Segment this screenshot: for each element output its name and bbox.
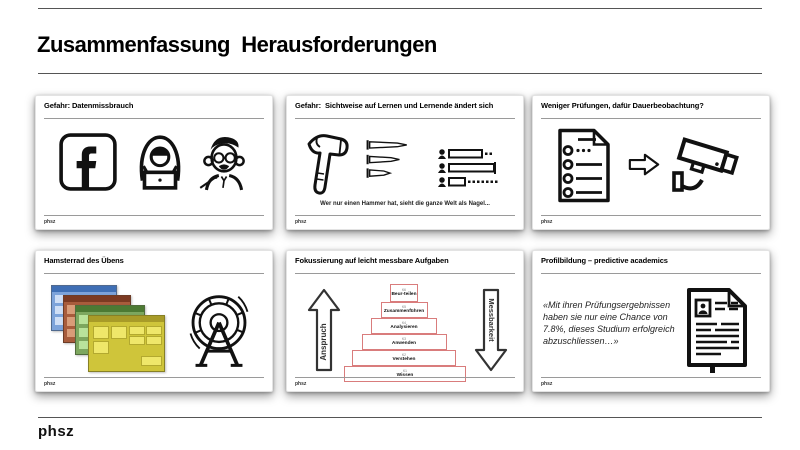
anspruch-label: Anspruch (319, 323, 329, 361)
phsz-logo: phsz (295, 219, 307, 225)
divider (541, 377, 761, 378)
hamster-wheel-icon (188, 291, 250, 371)
divider (541, 215, 761, 216)
level-code: K5 (402, 304, 406, 309)
footer-rule (38, 417, 762, 418)
level-label: Beur-teilen (391, 292, 417, 298)
thumbnail-hamsterrad (35, 250, 273, 392)
hacker-icon (130, 132, 190, 192)
level-label: Wissen (396, 373, 414, 379)
level-label: Analysieren (390, 325, 418, 331)
level-code: K3 (402, 336, 406, 341)
pyramid-level (371, 318, 437, 334)
level-label: Anwenden (391, 341, 417, 347)
prediction-quote: «Mit ihren Prüfungsergebnissen haben sie nur eine Chance von 7.8%, dieses Studium erfolgreich abzuschliessen…» (543, 300, 675, 347)
thumbnail-dauerbeobachtung (532, 95, 770, 230)
arrow-right-icon (628, 153, 660, 176)
profile-document-icon (683, 287, 749, 373)
level-label: Zusammenführen (383, 309, 425, 315)
thumbnail-messbare-aufgaben (286, 250, 524, 392)
divider (541, 273, 761, 274)
divider (295, 118, 515, 119)
thumbnail-datenmissbrauch (35, 95, 273, 230)
messbarkeit-label: Messbarkeit (487, 298, 497, 342)
thumbnail-title: Weniger Prüfungen, dafür Dauerbeobachtung? (541, 101, 704, 110)
learner-row-2 (438, 162, 495, 174)
arrow-down-messbarkeit-icon (474, 287, 508, 373)
thumbnail-profilbildung (532, 250, 770, 392)
pyramid-level (381, 302, 428, 318)
phsz-logo: phsz (44, 219, 56, 225)
phsz-logo: phsz (295, 381, 307, 387)
divider (44, 377, 264, 378)
facebook-icon (58, 132, 118, 192)
phsz-logo: phsz (38, 423, 75, 440)
thumbnail-title: Gefahr: Datenmissbrauch (44, 101, 134, 110)
divider (541, 118, 761, 119)
phsz-logo: phsz (541, 219, 553, 225)
divider (44, 118, 264, 119)
cascading-windows (51, 285, 163, 371)
learner-progress-bars-icon (437, 148, 501, 188)
pyramid-level (352, 350, 456, 366)
divider (295, 273, 515, 274)
level-code: K6 (402, 287, 406, 292)
top-rule (38, 8, 762, 9)
hammer-icon (303, 130, 350, 198)
level-label: Verstehen (392, 357, 416, 363)
level-code: K4 (402, 320, 406, 325)
pyramid-level (362, 334, 447, 350)
checklist-icon (556, 127, 612, 204)
learner-row-3 (438, 177, 498, 187)
thumbnail-title: Profilbildung – predictive academics (541, 256, 668, 265)
level-code: K1 (403, 368, 407, 373)
hammer-nail-caption: Wer nur einen Hammer hat, sieht die ganze Welt als Nagel... (320, 201, 490, 207)
thumbnail-title: Hamsterrad des Übens (44, 256, 124, 265)
pyramid-level (390, 284, 418, 302)
bloom-pyramid (344, 284, 464, 382)
thumbnail-title: Gefahr: Sichtweise auf Lernen und Lernende ändert sich (295, 101, 494, 110)
divider (44, 273, 264, 274)
phsz-logo: phsz (541, 381, 553, 387)
arrow-up-anspruch-icon (307, 287, 341, 373)
page-title: Zusammenfassung Herausforderungen (37, 31, 437, 57)
level-code: K2 (402, 352, 406, 357)
divider (295, 215, 515, 216)
cctv-camera-icon (671, 135, 743, 199)
nails-icon (365, 138, 413, 180)
title-rule (38, 73, 762, 74)
pyramid-level (344, 366, 466, 382)
professor-icon (194, 130, 254, 192)
thumbnail-sichtweise (286, 95, 524, 230)
thumbnail-title: Fokussierung auf leicht messbare Aufgaben (295, 256, 449, 265)
learner-row-1 (438, 149, 492, 159)
phsz-logo: phsz (44, 381, 56, 387)
divider (295, 377, 515, 378)
app-window-yellow (88, 315, 165, 372)
divider (44, 215, 264, 216)
